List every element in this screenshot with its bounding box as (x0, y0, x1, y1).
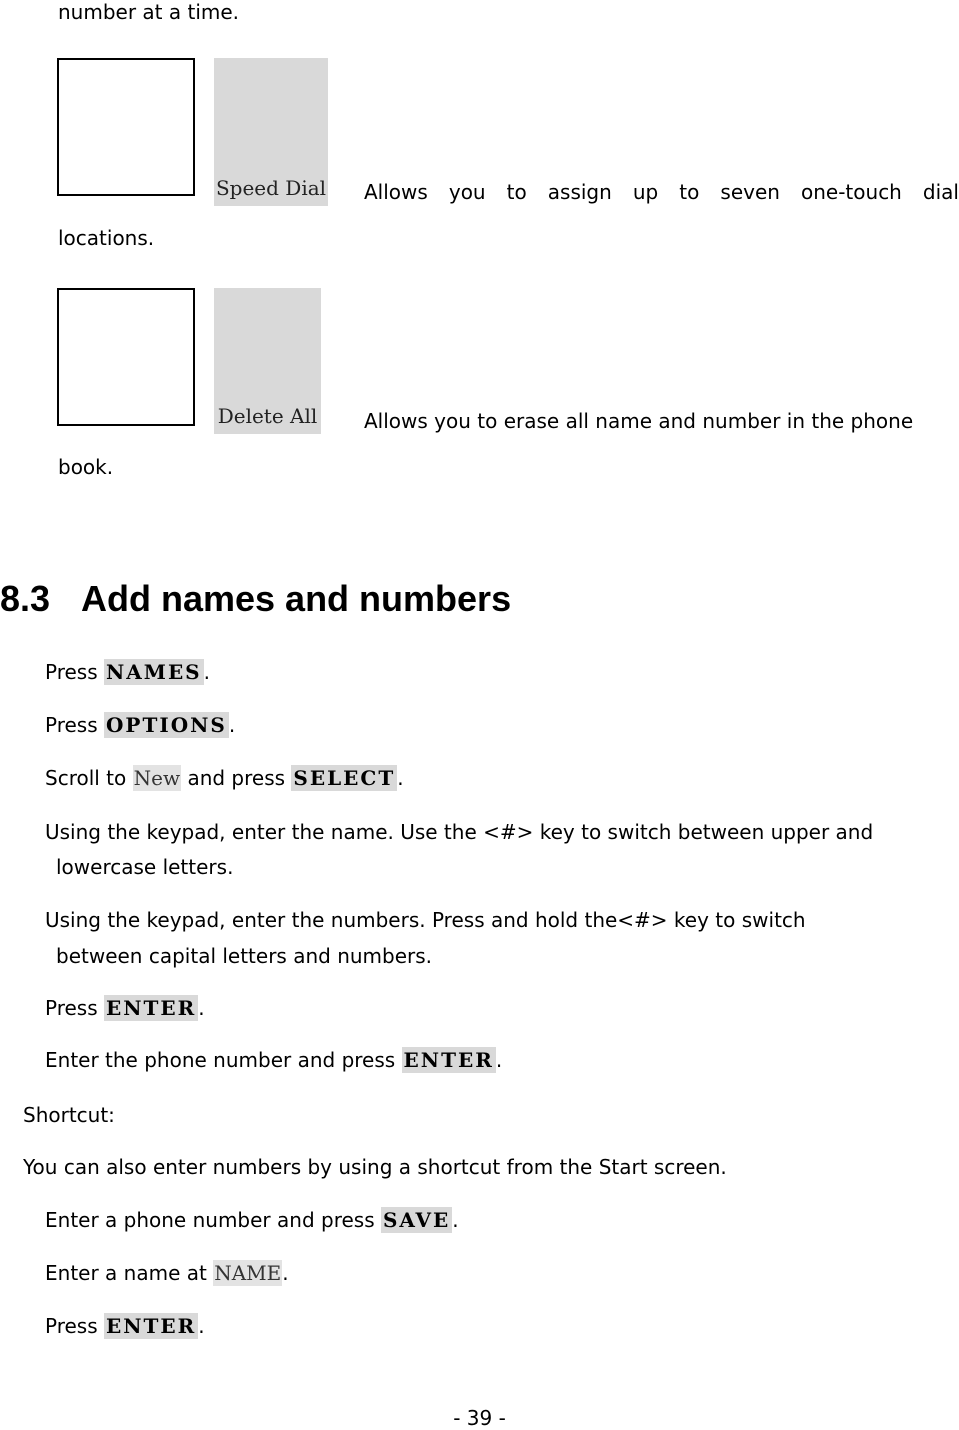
paragraph-continuation: number at a time. (58, 0, 240, 24)
step-1: Press NAMES . (45, 660, 210, 684)
phone-screen-image (57, 288, 195, 426)
desc-word: one-touch (801, 180, 902, 204)
section-title: Add names and numbers (81, 578, 512, 619)
desc-word: dial (922, 180, 959, 204)
select-key: SELECT (293, 766, 396, 790)
section-number: 8.3 (0, 578, 51, 619)
step-5-line-2: between capital letters and numbers. (56, 944, 433, 968)
step-2: Press OPTIONS . (45, 713, 236, 737)
desc-word: to (679, 180, 700, 204)
enter-key: ENTER (106, 996, 197, 1020)
speed-dial-label: Speed Dial (215, 176, 327, 200)
page-number: - 39 - (453, 1406, 506, 1430)
shortcut-step-2: Enter a name at NAME. (45, 1261, 289, 1285)
shortcut-intro: You can also enter numbers by using a shortcut from the Start screen. (23, 1155, 727, 1179)
save-key: SAVE (382, 1208, 451, 1232)
enter-key: ENTER (403, 1048, 494, 1072)
step-7: Enter the phone number and press ENTER . (45, 1048, 503, 1072)
desc-word: up (632, 180, 659, 204)
options-key: OPTIONS (106, 713, 227, 737)
desc-word: seven (720, 180, 780, 204)
shortcut-step-3: Press ENTER . (45, 1314, 205, 1338)
step-4-line-2: lowercase letters. (56, 855, 234, 879)
new-menu-item: New (133, 766, 181, 790)
name-field-label: NAME (214, 1261, 282, 1285)
step-5-line-1: Using the keypad, enter the numbers. Press and hold the<#> key to switch (45, 908, 806, 932)
speed-dial-softkey (214, 58, 328, 206)
desc-word: assign (547, 180, 612, 204)
step-6: Press ENTER . (45, 996, 205, 1020)
desc-word: to (506, 180, 527, 204)
desc-word: you (448, 180, 486, 204)
phone-screen-image (57, 58, 195, 196)
shortcut-step-1: Enter a phone number and press SAVE . (45, 1208, 459, 1232)
shortcut-heading: Shortcut: (23, 1103, 115, 1127)
speed-dial-description-cont: locations. (58, 226, 155, 250)
delete-all-label: Delete All (217, 404, 318, 428)
names-key: NAMES (106, 660, 202, 684)
section-heading (0, 578, 511, 620)
step-3: Scroll to New and press SELECT . (45, 766, 404, 790)
speed-dial-description (364, 180, 959, 204)
enter-key: ENTER (106, 1314, 197, 1338)
delete-all-description: Allows you to erase all name and number in the phone (364, 409, 914, 433)
delete-all-softkey (214, 288, 321, 434)
delete-all-description-cont: book. (58, 455, 114, 479)
desc-word: Allows (364, 180, 428, 204)
step-4-line-1: Using the keypad, enter the name. Use the <#> key to switch between upper and (45, 820, 874, 844)
